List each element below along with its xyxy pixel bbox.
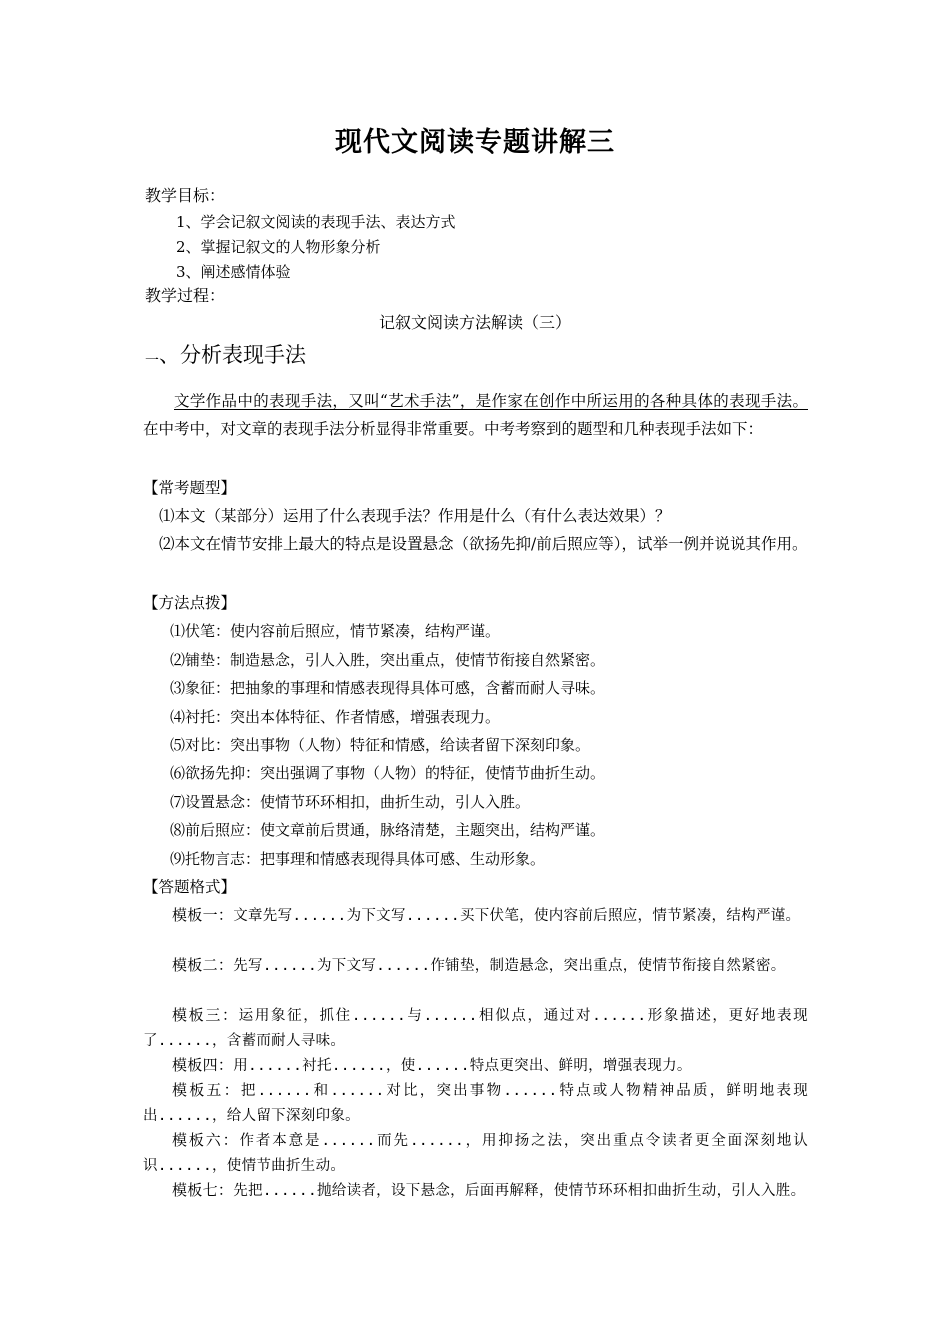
- goal-item: 1、学会记叙文阅读的表现手法、表达方式: [176, 213, 456, 231]
- goals-label: 教学目标：: [145, 186, 226, 205]
- method-item: ⑸对比：突出事物（人物）特征和情感，给读者留下深刻印象。: [170, 736, 591, 754]
- section-number: 一: [145, 353, 159, 369]
- method-item: ⑹欲扬先抑：突出强调了事物（人物）的特征，使情节曲折生动。: [170, 764, 606, 782]
- template-text: 用......衬托......，使......特点更突出、鲜明，增强表现力。: [233, 1058, 692, 1074]
- answer-format-header: 【答题格式】: [143, 878, 237, 896]
- method-item: ⑵铺垫：制造悬念，引人入胜，突出重点，使情节衔接自然紧密。: [170, 651, 606, 669]
- template-text: 文章先写......为下文写......买下伏笔，使内容前后照应，情节紧凑，结构严谨。: [233, 908, 801, 924]
- template-item: [143, 1078, 808, 1128]
- template-text: 先把......抛给读者，设下悬念，后面再解释，使情节环环相扣曲折生动，引人入胜。: [233, 1183, 806, 1199]
- template-text: 把......和......对比，突出事物......特点或人物精神品质，鲜明地表现出......，给人留下深刻印象。: [143, 1083, 808, 1124]
- page-title: 现代文阅读专题讲解三: [335, 127, 615, 158]
- goal-item: 2、掌握记叙文的人物形象分析: [176, 238, 381, 256]
- process-label: 教学过程：: [145, 286, 226, 305]
- methods-header: 【方法点拨】: [143, 594, 237, 612]
- template-label: 模板五：: [172, 1081, 241, 1099]
- method-item: ⑺设置悬念：使情节环环相扣，曲折生动，引人入胜。: [170, 793, 531, 811]
- method-item: ⑴伏笔：使内容前后照应，情节紧凑，结构严谨。: [170, 622, 501, 640]
- template-item: [143, 1003, 808, 1053]
- subtitle: 记叙文阅读方法解读（三）: [378, 313, 571, 332]
- template-label: 模板七：: [172, 1181, 234, 1199]
- intro-underlined: 文学作品中的表现手法，又叫“艺术手法”，是作家在创作中所运用的各种具体的表现手法。: [174, 392, 808, 410]
- question-item: ⑴本文（某部分）运用了什么表现手法？作用是什么（有什么表达效果）？: [159, 507, 671, 525]
- template-text: 运用象征，抓住......与......相似点，通过对......形象描述，更好地表现了......，含蓄而耐人寻味。: [143, 1008, 808, 1049]
- template-item: [143, 1128, 808, 1178]
- template-label: 模板四：: [172, 1056, 234, 1074]
- template-label: 模板一：: [172, 906, 234, 924]
- template-item: [143, 903, 808, 929]
- template-label: 模板二：: [172, 956, 234, 974]
- method-item: ⑷衬托：突出本体特征、作者情感，增强表现力。: [170, 708, 501, 726]
- method-item: ⑻前后照应：使文章前后贯通，脉络清楚，主题突出，结构严谨。: [170, 821, 606, 839]
- template-text: 先写......为下文写......作铺垫，制造悬念，突出重点，使情节衔接自然紧密。: [233, 958, 786, 974]
- template-item: [143, 953, 808, 979]
- template-item: [143, 1178, 808, 1204]
- section-heading: [145, 345, 306, 371]
- template-label: 模板六：: [172, 1131, 240, 1149]
- method-item: ⑶象征：把抽象的事理和情感表现得具体可感，含蓄而耐人寻味。: [170, 679, 606, 697]
- section-title: 、分析表现手法: [159, 343, 306, 367]
- question-item: ⑵本文在情节安排上最大的特点是设置悬念（欲扬先抑/前后照应等），试举一例并说说其作用。: [159, 535, 808, 553]
- intro-rest: 在中考中，对文章的表现手法分析显得非常重要。中考考察到的题型和几种表现手法如下：: [143, 419, 764, 438]
- intro-paragraph: [143, 388, 808, 443]
- template-item: [143, 1053, 808, 1079]
- template-text: 作者本意是......而先......，用抑扬之法，突出重点令读者更全面深刻地认识......，使情节曲折生动。: [143, 1133, 808, 1174]
- question-types-header: 【常考题型】: [143, 479, 237, 497]
- template-label: 模板三：: [172, 1006, 239, 1024]
- method-item: ⑼托物言志：把事理和情感表现得具体可感、生动形象。: [170, 850, 546, 868]
- goal-item: 3、阐述感情体验: [176, 263, 291, 281]
